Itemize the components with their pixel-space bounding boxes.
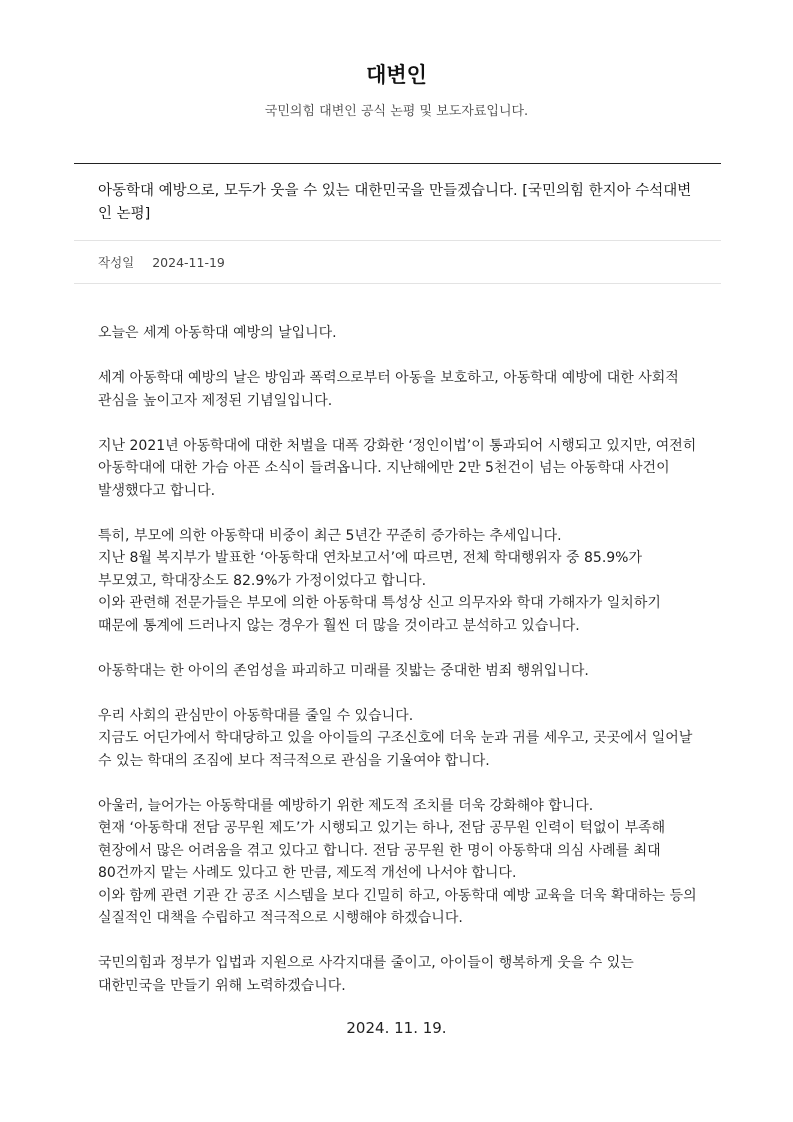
body-line: 세계 아동학대 예방의 날은 방임과 폭력으로부터 아동을 보호하고, 아동학대 예방에 대한 사회적 관심을 높이고자 제정된 기념일입니다. [98,370,679,409]
post-meta [74,241,721,284]
body-paragraph [98,660,698,683]
body-line: 아울러, 늘어가는 아동학대를 예방하기 위한 제도적 조치를 더욱 강화해야 합니다. [98,797,594,814]
post-body [98,322,698,1020]
meta-date-label: 작성일 [98,255,135,270]
body-line: 지금도 어딘가에서 학대당하고 있을 아이들의 구조신호에 더욱 눈과 귀를 세우고, 곳곳에서 일어날 수 있는 학대의 조짐에 보다 적극적으로 관심을 기울여야 합니다. [98,730,693,769]
post-header [74,163,721,284]
meta-date-value: 2024-11-19 [152,254,225,270]
body-paragraph [98,705,698,773]
body-line: 지난 8월 복지부가 발표한 ‘아동학대 연차보고서’에 따르면, 전체 학대행위자 중 85.9%가 부모였고, 학대장소도 82.9%가 가정이었다고 합니다. [98,550,643,589]
body-line: 지난 2021년 아동학대에 대한 처벌을 대폭 강화한 ‘정인이법’이 통과되어 시행되고 있지만, 여전히 아동학대에 대한 가슴 아픈 소식이 들려옵니다. 지난해에만 2만 5천건이 넘는 아동학대 사건이 발생했다고 합니다. [98,437,697,499]
page-subtitle: 국민의힘 대변인 공식 논평 및 보도자료입니다. [264,104,529,119]
post-title: 아동학대 예방으로, 모두가 웃을 수 있는 대한민국을 만들겠습니다. [국민의힘 한지아 수석대변인 논평] [98,183,692,222]
body-line: 국민의힘과 정부가 입법과 지원으로 사각지대를 줄이고, 아이들이 행복하게 웃을 수 있는 대한민국을 만들기 위해 노력하겠습니다. [98,955,634,994]
body-line: 오늘은 세계 아동학대 예방의 날입니다. [98,325,337,341]
body-line: 이와 관련해 전문가들은 부모에 의한 아동학대 특성상 신고 의무자와 학대 가해자가 일치하기 때문에 통계에 드러나지 않는 경우가 훨씬 더 많을 것이라고 분석하고 있습니다. [98,595,661,634]
body-paragraph [98,367,698,412]
page-title: 대변인 [366,63,427,87]
body-line: 이와 함께 관련 기관 간 공조 시스템을 보다 긴밀히 하고, 아동학대 예방 교육을 더욱 확대하는 등의 실질적인 대책을 수립하고 적극적으로 시행해야 하겠습니다. [98,887,697,926]
body-paragraph [98,525,698,638]
body-paragraph [98,435,698,503]
body-paragraph [98,952,698,997]
body-line: 우리 사회의 관심만이 아동학대를 줄일 수 있습니다. [98,707,414,724]
post-date-footer: 2024. 11. 19. [346,1019,447,1037]
body-paragraph [98,795,698,930]
body-line: 현재 ‘아동학대 전담 공무원 제도’가 시행되고 있기는 하나, 전담 공무원 인력이 턱없이 부족해 현장에서 많은 어려움을 겪고 있다고 합니다. 전담 공무원 한 명이 아동학대 의심 사례를 최대 80건까지 맡는 사례도 있다고 한 만큼, 제도적 개선에 나서야 합니다. [98,820,666,881]
body-line: 특히, 부모에 의한 아동학대 비중이 최근 5년간 꾸준히 증가하는 추세입니다. [98,527,562,544]
body-paragraph [98,322,698,345]
body-line: 아동학대는 한 아이의 존엄성을 파괴하고 미래를 짓밟는 중대한 범죄 행위입니다. [98,662,589,679]
